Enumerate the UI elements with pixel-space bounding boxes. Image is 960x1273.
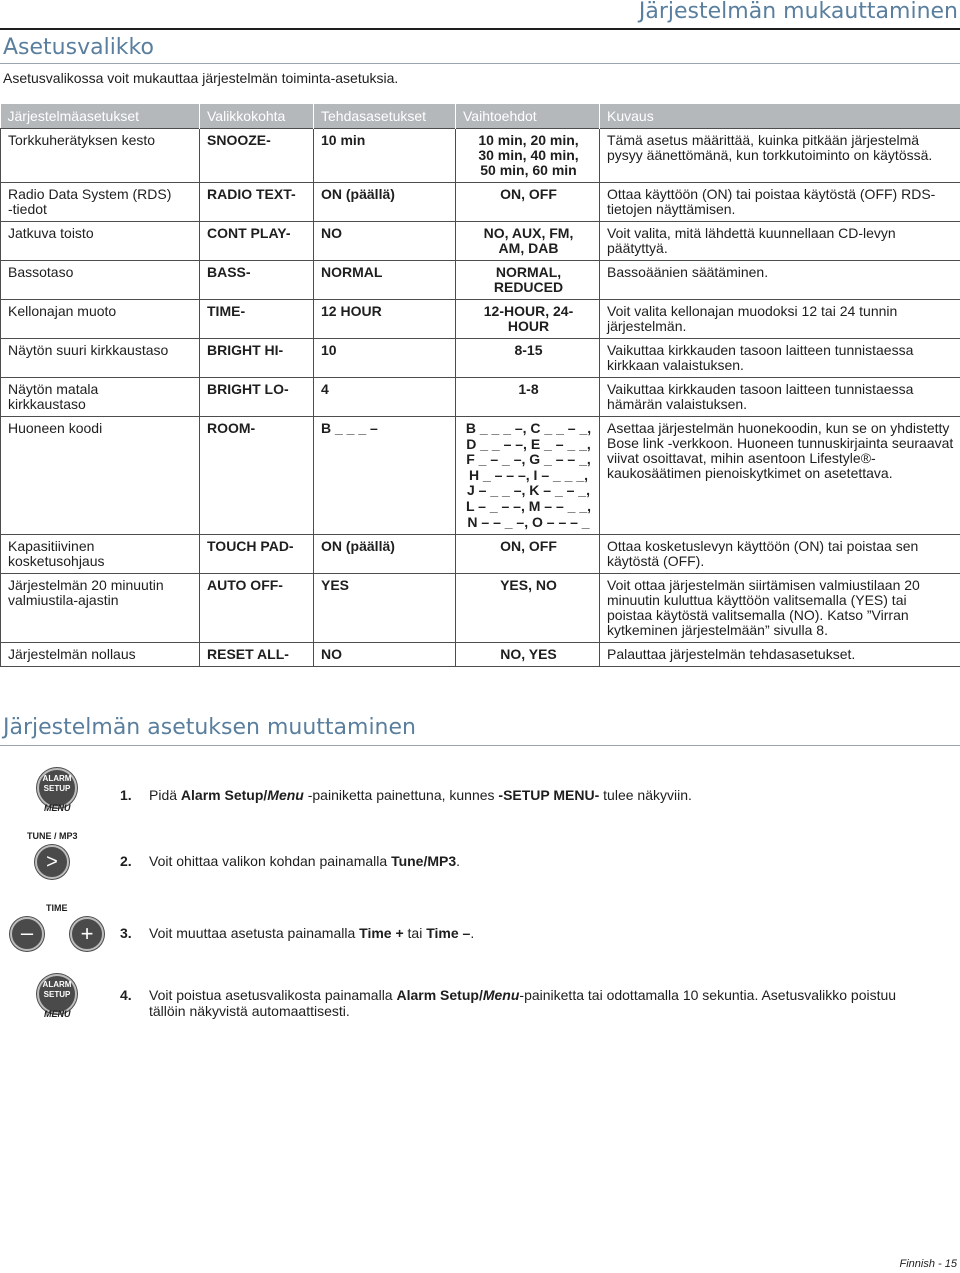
setting-cell: Torkkuherätyksen kesto: [1, 129, 200, 183]
section-title: Asetusvalikko: [3, 35, 154, 60]
setup-label: SETUP: [43, 784, 71, 793]
alarm-setup-button: [37, 768, 77, 808]
settings-table: [0, 104, 960, 667]
time-minus-button: [10, 917, 44, 951]
options-cell: NO, AUX, FM, AM, DAB: [456, 222, 600, 261]
default-cell: B _ _ _ –: [314, 417, 456, 535]
description-cell: Bassoäänien säätäminen.: [600, 261, 960, 300]
setting-cell: Jatkuva toisto: [1, 222, 200, 261]
description-cell: Asettaa järjestelmän huonekoodin, kun se on yhdistetty Bose link -verkkoon. Huoneen tunnuskirjainta seuraavat viivat osoittavat, mihin asentoon Lifestyle®-kaukosäätimen pienoiskytkimet on asetettava.: [600, 417, 960, 535]
setting-cell: Huoneen koodi: [1, 417, 200, 535]
default-cell: 12 HOUR: [314, 300, 456, 339]
table-row: [1, 183, 960, 222]
options-cell: ON, OFF: [456, 535, 600, 574]
setting-cell: Näytön suuri kirkkaustaso: [1, 339, 200, 378]
table-row: [1, 643, 960, 667]
options-cell: B _ _ _ –, C _ _ – _, D _ _ – –, E _ – _ _, F _ – _ –, G _ – – _, H _ – – –, I – _ _ _, J – _ _ –, K – _ – _, L – _ – –, M – – _ _, N – – _ –, O – – – _: [456, 417, 600, 535]
description-cell: Palauttaa järjestelmän tehdasasetukset.: [600, 643, 960, 667]
options-cell: NORMAL, REDUCED: [456, 261, 600, 300]
page-footer: Finnish - 15: [899, 1258, 957, 1270]
menu-item-cell: AUTO OFF-: [200, 574, 314, 643]
description-cell: Voit valita, mitä lähdettä kuunnellaan CD-levyn päätyttyä.: [600, 222, 960, 261]
step-text: Voit poistua asetusvalikosta painamalla Alarm Setup/Menu-painiketta tai odottamalla 10 sekuntia. Asetusvalikko poistuu tällöin näkyvistä automaattisesti.: [149, 987, 897, 1019]
default-cell: 4: [314, 378, 456, 417]
options-cell: NO, YES: [456, 643, 600, 667]
menu-item-cell: ROOM-: [200, 417, 314, 535]
menu-item-cell: BASS-: [200, 261, 314, 300]
menu-item-cell: TIME-: [200, 300, 314, 339]
setting-cell: Kapasitiivinen kosketusohjaus: [1, 535, 200, 574]
section-rule: [0, 63, 960, 64]
default-cell: 10: [314, 339, 456, 378]
table-row: [1, 417, 960, 535]
menu-item-cell: SNOOZE-: [200, 129, 314, 183]
description-cell: Tämä asetus määrittää, kuinka pitkään järjestelmä pysyy äänettömänä, kun torkkutoiminto on käytössä.: [600, 129, 960, 183]
menu-item-cell: RESET ALL-: [200, 643, 314, 667]
step-number: 4.: [120, 987, 132, 1003]
col-header-default: Tehdasasetukset: [314, 104, 456, 129]
alarm-label-2: ALARM: [42, 980, 72, 989]
chevron-right-icon: >: [46, 851, 58, 873]
col-header-setting: Järjestelmäasetukset: [1, 104, 200, 129]
header-rule: [0, 28, 960, 30]
options-cell: 10 min, 20 min, 30 min, 40 min, 50 min, 60 min: [456, 129, 600, 183]
setting-cell: Radio Data System (RDS) -tiedot: [1, 183, 200, 222]
chapter-title: Järjestelmän mukauttaminen: [638, 0, 958, 24]
description-cell: Vaikuttaa kirkkauden tasoon laitteen tunnistaessa hämärän valaistuksen.: [600, 378, 960, 417]
col-header-menu-item: Valikkokohta: [200, 104, 314, 129]
description-cell: Ottaa käyttöön (ON) tai poistaa käytöstä (OFF) RDS-tietojen näyttämisen.: [600, 183, 960, 222]
step-number: 1.: [120, 787, 132, 803]
options-cell: 12-HOUR, 24- HOUR: [456, 300, 600, 339]
setting-cell: Kellonajan muoto: [1, 300, 200, 339]
default-cell: 10 min: [314, 129, 456, 183]
col-header-description: Kuvaus: [600, 104, 960, 129]
table-row: [1, 129, 960, 183]
step-number: 2.: [120, 853, 132, 869]
default-cell: NO: [314, 643, 456, 667]
time-plus-button: [70, 917, 104, 951]
menu-item-cell: RADIO TEXT-: [200, 183, 314, 222]
table-row: [1, 378, 960, 417]
menu-item-cell: BRIGHT HI-: [200, 339, 314, 378]
setting-cell: Bassotaso: [1, 261, 200, 300]
description-cell: Voit ottaa järjestelmän siirtämisen valmiustilaan 20 minuutin kuluttua käyttöön valitsemalla (YES) tai poistaa käytöstä valitsemalla (NO). Katso ”Virran kytkeminen järjestelmään” sivulla 8.: [600, 574, 960, 643]
menu-item-cell: BRIGHT LO-: [200, 378, 314, 417]
time-caption: TIME: [46, 903, 68, 913]
section2-rule: [0, 745, 960, 746]
description-cell: Vaikuttaa kirkkauden tasoon laitteen tunnistaessa kirkkaan valaistuksen.: [600, 339, 960, 378]
tune-mp3-caption: TUNE / MP3: [27, 831, 78, 841]
intro-text: Asetusvalikossa voit mukauttaa järjestelmän toiminta-asetuksia.: [3, 70, 399, 86]
default-cell: ON (päällä): [314, 535, 456, 574]
setting-cell: Näytön matala kirkkaustaso: [1, 378, 200, 417]
table-row: [1, 222, 960, 261]
default-cell: NO: [314, 222, 456, 261]
step-number: 3.: [120, 925, 132, 941]
minus-icon: –: [20, 920, 34, 945]
step-text: Pidä Alarm Setup/Menu -painiketta painettuna, kunnes -SETUP MENU- tulee näkyviin.: [149, 787, 692, 803]
menu-item-cell: TOUCH PAD-: [200, 535, 314, 574]
step-text: Voit muuttaa asetusta painamalla Time + tai Time –.: [149, 925, 475, 941]
default-cell: YES: [314, 574, 456, 643]
section2-title: Järjestelmän asetuksen muuttaminen: [3, 715, 416, 740]
plus-icon: +: [80, 921, 94, 946]
table-row: [1, 261, 960, 300]
table-row: [1, 300, 960, 339]
options-cell: 1-8: [456, 378, 600, 417]
menu-item-cell: CONT PLAY-: [200, 222, 314, 261]
options-cell: ON, OFF: [456, 183, 600, 222]
table-row: [1, 339, 960, 378]
table-row: [1, 574, 960, 643]
col-header-options: Vaihtoehdot: [456, 104, 600, 129]
default-cell: NORMAL: [314, 261, 456, 300]
step-text: Voit ohittaa valikon kohdan painamalla Tune/MP3.: [149, 853, 461, 869]
options-cell: YES, NO: [456, 574, 600, 643]
tune-mp3-button: [35, 845, 69, 879]
table-header-row: [1, 104, 960, 129]
setup-label-2: SETUP: [43, 990, 71, 999]
default-cell: ON (päällä): [314, 183, 456, 222]
setting-cell: Järjestelmän 20 minuutin valmiustila-ajastin: [1, 574, 200, 643]
options-cell: 8-15: [456, 339, 600, 378]
table-row: [1, 535, 960, 574]
menu-caption: MENU: [44, 803, 71, 813]
alarm-label: ALARM: [42, 774, 72, 783]
setting-cell: Järjestelmän nollaus: [1, 643, 200, 667]
menu-caption-2: MENU: [44, 1009, 71, 1019]
alarm-setup-button-2: [37, 974, 77, 1014]
description-cell: Ottaa kosketuslevyn käyttöön (ON) tai poistaa sen käytöstä (OFF).: [600, 535, 960, 574]
description-cell: Voit valita kellonajan muodoksi 12 tai 24 tunnin järjestelmän.: [600, 300, 960, 339]
